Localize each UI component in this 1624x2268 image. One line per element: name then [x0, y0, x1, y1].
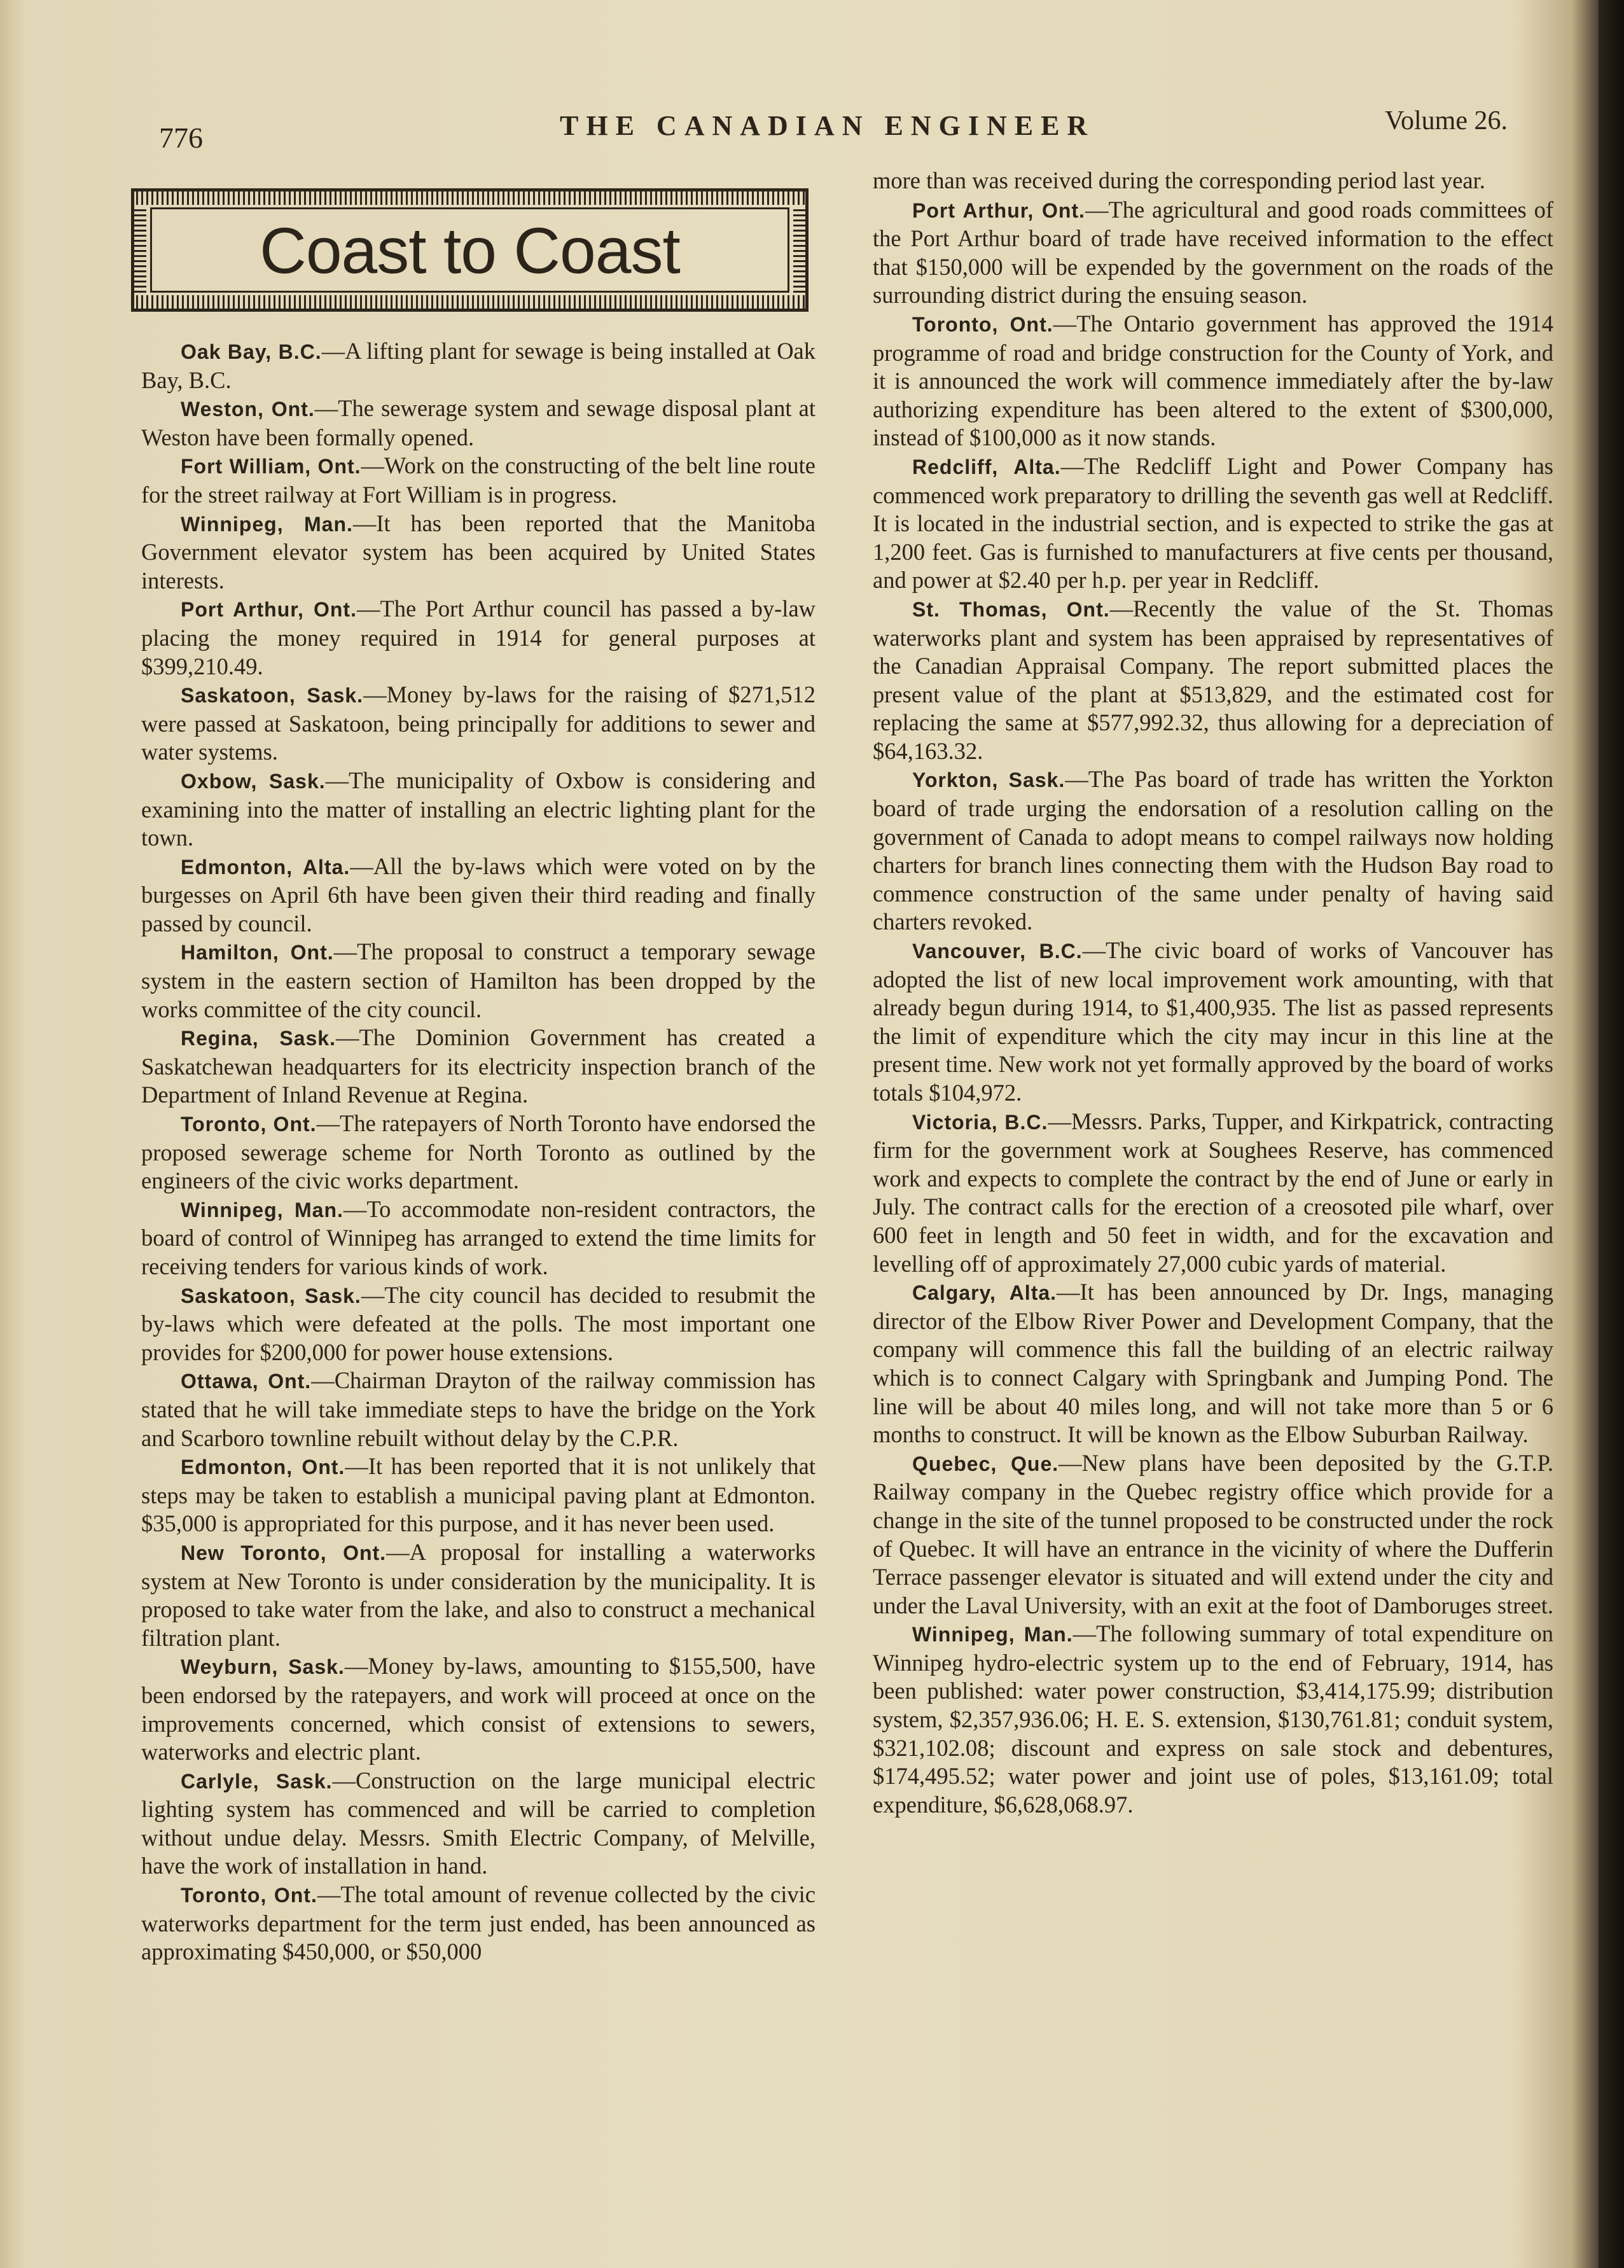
news-item [141, 1195, 815, 1281]
news-item [873, 936, 1553, 1108]
news-item-text: —Chairman Drayton of the railway commission has stated that he will take immediate steps to have the bridge on the York and Scarboro townline rebuilt without delay by the C.P.R. [141, 1367, 815, 1451]
news-item-text: —The agricultural and good roads committees of the Port Arthur board of trade have received information to the effect that $150,000 will be expended by the government on the roads of the surrounding district during the ensuing season. [873, 196, 1553, 309]
news-item-place: Vancouver, B.C. [912, 940, 1083, 963]
news-item-place: Winnipeg, Man. [912, 1623, 1073, 1646]
news-item [873, 452, 1553, 595]
news-item [873, 310, 1553, 452]
news-item-text: —It has been announced by Dr. Ings, managing director of the Elbow River Power and Development Company, that the company will commence this fall the building of an electric railway which is to connect Calgary with Springbank and Jumping Pond. The line will be about 40 miles long, and will not take more than 5 or 6 months to construct. It will be known as the Elbow Suburban Railway. [873, 1279, 1554, 1448]
right-column [873, 167, 1553, 1819]
news-item-place: Saskatoon, Sask. [181, 1284, 361, 1307]
news-item-text: —The Port Arthur council has passed a by-law placing the money required in 1914 for general purposes at $399,210.49. [141, 595, 815, 679]
news-item-place: Toronto, Ont. [912, 312, 1053, 336]
news-item [141, 1367, 815, 1452]
news-item [141, 452, 815, 509]
news-item-place: Calgary, Alta. [912, 1281, 1057, 1305]
news-item-place: Redcliff, Alta. [912, 455, 1061, 478]
news-item [141, 1452, 815, 1538]
news-item [873, 167, 1553, 196]
news-item [873, 1620, 1553, 1819]
left-column [141, 337, 815, 1966]
news-item [873, 765, 1553, 936]
news-item-text: —The Dominion Government has created a Saskatchewan headquarters for its electricity inspection branch of the Department of Inland Revenue at Regina. [141, 1024, 815, 1108]
news-item-text: —Messrs. Parks, Tupper, and Kirkpatrick, contracting firm for the government work at Soughees Reserve, has commenced work and expects to complete the contract by the end of June or early in July. The contract calls for the erection of a creosoted pile wharf, over 600 feet in length and 50 feet in width, and for the excavation and levelling off of approximately 27,000 cubic yards of material. [873, 1108, 1553, 1277]
news-item [873, 595, 1553, 766]
news-item-text: —Money by-laws, amounting to $155,500, have been endorsed by the ratepayers, and work will proceed at once on the improvements concerned, which consist of extensions to sewers, waterworks and electric plant. [141, 1653, 815, 1765]
news-item-place: Edmonton, Alta. [181, 855, 350, 879]
news-item-place: Weston, Ont. [181, 398, 315, 421]
news-item [141, 394, 815, 452]
news-item-text: —The Redcliff Light and Power Company has commenced work preparatory to drilling the seventh gas well at Redcliff. It is located in the industrial section, and is expected to strike the gas at 1,200 feet. Gas is furnished to manufacturers at five cents per thousand, and power at $2.40 per h.p. per year in Redcliff. [873, 452, 1553, 594]
news-item [873, 1278, 1553, 1449]
news-item-place: Oak Bay, B.C. [181, 340, 322, 363]
news-item-place: Winnipeg, Man. [181, 512, 353, 536]
news-item-place: Oxbow, Sask. [181, 769, 326, 793]
section-banner [131, 188, 809, 312]
news-item-text: more than was received during the corresponding period last year. [873, 167, 1485, 193]
news-item-text: —The following summary of total expenditure on Winnipeg hydro-electric system up to the end of February, 1914, has been published: water power construction, $3,414,175.99; distribution system, $2,357,936.06; H. E. S. extension, $130,761.81; conduit system, $321,102.08; discount and express on sale stock and debentures, $174,495.52; water power and joint use of poles, $13,161.09; total expenditure, $6,628,068.97. [873, 1620, 1554, 1818]
news-item-place: Port Arthur, Ont. [912, 198, 1085, 222]
news-item [141, 1767, 815, 1881]
news-item-text: —Money by-laws for the raising of $271,512 were passed at Saskatoon, being principally for additions to sewer and water systems. [141, 681, 815, 765]
news-item [873, 1449, 1553, 1620]
news-item-text: —The Ontario government has approved the 1914 programme of road and bridge construction for the County of York, and it is announced the work will commence immediately after the by-law authorizing expenditure has been altered to the extent of $300,000, instead of $100,000 as it now stands. [873, 310, 1554, 451]
news-item [141, 510, 815, 595]
news-item-text: —The civic board of works of Vancouver has adopted the list of new local improvement work amounting, with that already begun during 1914, to $1,400,935. The list as passed represents the limit of expenditure which the city may incur in this line at the present time. New work not yet formally approved by the board of works totals $104,972. [873, 937, 1553, 1106]
news-item-place: Port Arthur, Ont. [181, 598, 357, 622]
news-item-text: —New plans have been deposited by the G.T.P. Railway company in the Quebec registry office which provide for a change in the site of the tunnel proposed to be constructed under the rock of Quebec. It will have an entrance in the vicinity of where the Dufferin Terrace passenger elevator is situated and will extend under the city and under the Laval University, with an exit at the foot of Damboruges street. [873, 1449, 1554, 1618]
news-item-place: Weyburn, Sask. [181, 1655, 345, 1679]
volume-label: Volume 26. [1385, 106, 1508, 136]
news-item [141, 938, 815, 1024]
news-item [141, 1281, 815, 1367]
news-item-text: —A lifting plant for sewage is being installed at Oak Bay, B.C. [141, 338, 816, 393]
news-item-text: —The Pas board of trade has written the Yorkton board of trade urging the endorsation of a resolution calling on the government of Canada to adopt means to compel railways now holding charters for branch lines connecting them with the Hudson Bay road to commence construction of the same under penalty of having said charters revoked. [873, 766, 1554, 935]
binding-spine [1599, 0, 1624, 2268]
journal-title: THE CANADIAN ENGINEER [560, 110, 1095, 141]
banner-hatch-top [131, 191, 809, 205]
news-item-text: —A proposal for installing a waterworks system at New Toronto is under consideration by the municipality. It is proposed to take water from the lake, and also to construct a mechanical filtration plant. [141, 1538, 815, 1651]
news-item-place: New Toronto, Ont. [181, 1541, 387, 1564]
news-item-place: Edmonton, Ont. [181, 1456, 345, 1479]
news-item [141, 852, 815, 938]
news-item [141, 595, 815, 681]
news-item-place: Hamilton, Ont. [181, 941, 334, 964]
news-item [141, 1652, 815, 1766]
news-item-place: Toronto, Ont. [181, 1113, 317, 1136]
news-item-text: —The city council has decided to resubmit the by-laws which were defeated at the polls. The most important one provides for $200,000 for power house extensions. [141, 1281, 815, 1365]
news-item [141, 767, 815, 852]
news-item-text: —Work on the constructing of the belt line route for the street railway at Fort William is in progress. [141, 452, 815, 508]
news-item-place: Quebec, Que. [912, 1452, 1059, 1475]
news-item [141, 1881, 815, 1966]
banner-hatch-bottom [131, 295, 809, 309]
news-item [141, 1024, 815, 1110]
page-number: 776 [159, 122, 203, 154]
news-item-text: —The municipality of Oxbow is considering and examining into the matter of installing an electric lighting plant for the town. [141, 767, 816, 851]
page-header [153, 95, 1514, 153]
news-item-place: Victoria, B.C. [912, 1110, 1048, 1134]
news-item-place: Winnipeg, Man. [181, 1198, 344, 1221]
news-item [141, 1538, 815, 1652]
news-item-text: —Construction on the large municipal electric lighting system has commenced and will be carried to completion without undue delay. Messrs. Smith Electric Company, of Melville, have the work of installation in hand. [141, 1767, 815, 1879]
news-item [141, 681, 815, 767]
news-item-text: —The ratepayers of North Toronto have endorsed the proposed sewerage scheme for North Toronto as outlined by the engineers of the civic works department. [141, 1110, 815, 1194]
news-item-place: Fort William, Ont. [181, 455, 361, 478]
news-item-text: —To accommodate non-resident contractors, the board of control of Winnipeg has arranged to extend the time limits for receiving tenders for various kinds of work. [141, 1195, 815, 1279]
news-item-place: Ottawa, Ont. [181, 1370, 312, 1393]
news-item [873, 196, 1553, 310]
news-item-text: —All the by-laws which were voted on by the burgesses on April 6th have been given their third reading and finally passed by council. [141, 852, 816, 936]
news-item-text: —The total amount of revenue collected by the civic waterworks department for the term just ended, has been announced as approximating $450,000, or $50,000 [141, 1881, 816, 1965]
news-item-text: —The proposal to construct a temporary sewage system in the eastern section of Hamilton has been dropped by the works committee of the city council. [141, 938, 815, 1022]
news-item-place: Toronto, Ont. [181, 1884, 317, 1907]
news-item-text: —It has been reported that the Manitoba Government elevator system has been acquired by United States interests. [141, 510, 815, 594]
news-item-place: Carlyle, Sask. [181, 1769, 333, 1793]
section-title: Coast to Coast [260, 214, 680, 287]
news-item [141, 337, 815, 394]
news-item [873, 1108, 1553, 1279]
news-item-place: Saskatoon, Sask. [181, 684, 364, 707]
news-item-place: Regina, Sask. [181, 1027, 336, 1050]
news-item-text: —It has been reported that it is not unlikely that steps may be taken to establish a municipal paving plant at Edmonton. $35,000 is appropriated for this purpose, and it has never been used. [141, 1453, 816, 1537]
news-item-place: St. Thomas, Ont. [912, 597, 1110, 621]
news-item [141, 1110, 815, 1195]
news-item-text: —Recently the value of the St. Thomas waterworks plant and system has been appraised by representatives of the Canadian Appraisal Company. The report submitted places the present value of the plant at $513,829, and the estimated cost for replacing the same at $577,992.32, thus allowing for a depreciation of $64,163.32. [873, 595, 1554, 764]
news-item-text: —The sewerage system and sewage disposal plant at Weston have been formally opened. [141, 395, 816, 450]
news-item-place: Yorkton, Sask. [912, 769, 1065, 792]
